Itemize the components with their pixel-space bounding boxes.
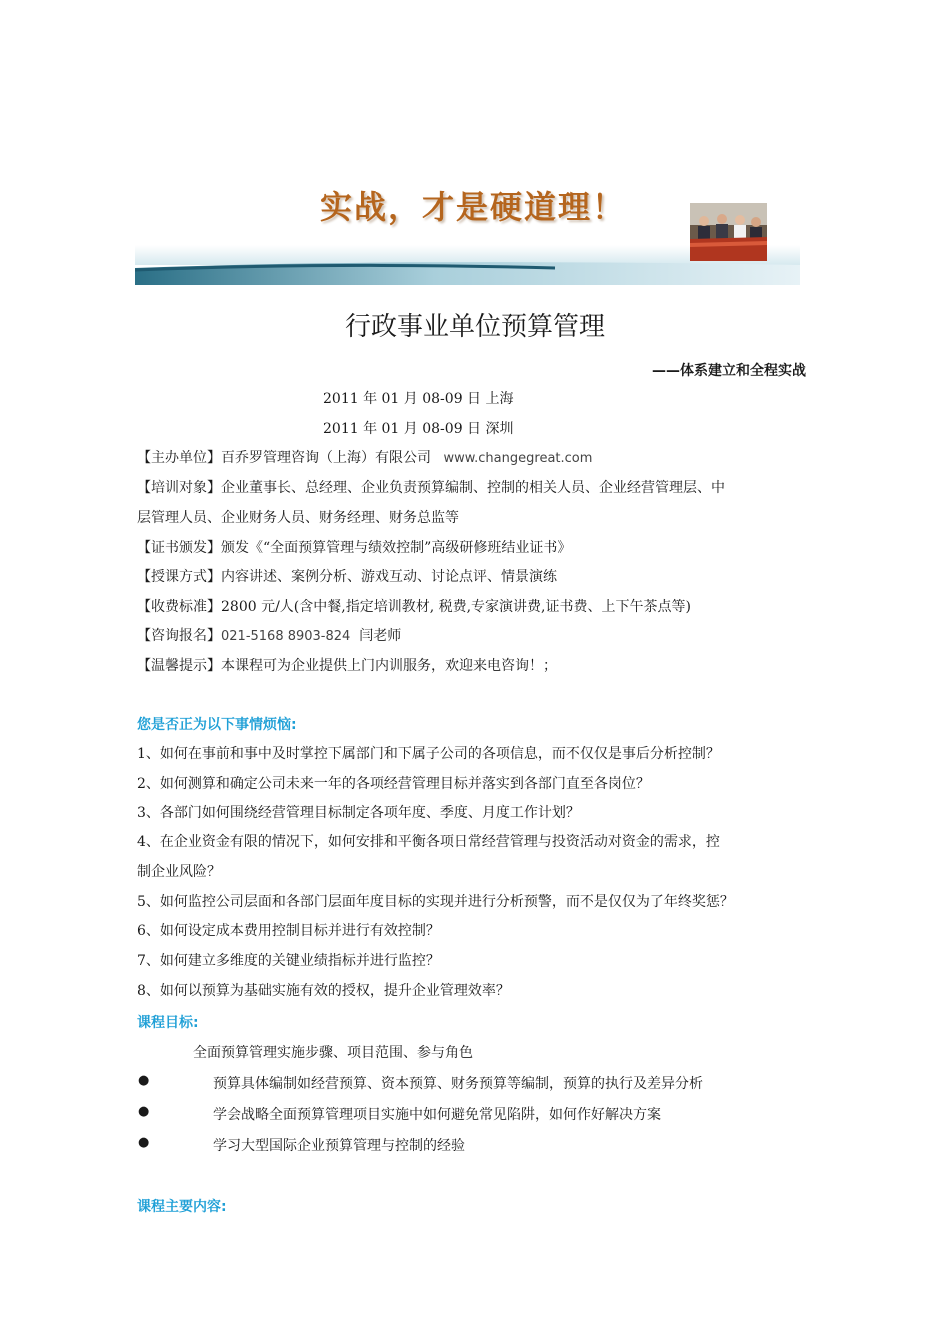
tip-line — [137, 656, 557, 676]
concern-item: 6、如何设定成本费用控制目标并进行有效控制？ — [137, 923, 440, 939]
fee-value: 2800 元/人(含中餐,指定培训教材, 税费,专家演讲费,证书费、上下午茶点等) — [221, 599, 691, 615]
teaching-method-label: 【授课方式】 — [137, 569, 221, 585]
contact-person: 闫老师 — [359, 628, 402, 644]
concern-item: 3、各部门如何围绕经营管理目标制定各项年度、季度、月度工作计划？ — [137, 805, 580, 821]
session-shanghai: 2011 年 01 月 08-09 日 上海 — [323, 391, 514, 407]
concern-item-continued: 制企业风险？ — [137, 864, 221, 880]
objectives-heading: 课程目标: — [137, 1015, 199, 1031]
concern-item: 2、如何测算和确定公司未来一年的各项经营管理目标并落实到各部门直至各岗位？ — [137, 776, 650, 792]
tip-value: 本课程可为企业提供上门内训服务，欢迎来电咨询！； — [221, 658, 557, 674]
objective-item: 预算具体编制如经营预算、资本预算、财务预算等编制，预算的执行及差异分析 — [213, 1076, 703, 1092]
organizer-line — [137, 448, 592, 469]
page-subtitle: ——体系建立和全程实战 — [652, 363, 806, 379]
certificate-line — [137, 538, 571, 558]
website-link[interactable]: www.changegreat.com — [443, 451, 593, 466]
contact-line — [137, 626, 401, 647]
bullet-icon: ● — [138, 1104, 150, 1119]
fee-label: 【收费标准】 — [137, 599, 221, 615]
concern-item: 7、如何建立多维度的关键业绩指标并进行监控？ — [137, 953, 440, 969]
concern-item: 5、如何监控公司层面和各部门层面年度目标的实现并进行分析预警，而不是仅仅为了年终奖惩？ — [137, 894, 734, 910]
teaching-method-value: 内容讲述、案例分析、游戏互动、讨论点评、情景演练 — [221, 569, 557, 585]
teaching-method-line — [137, 567, 557, 587]
objectives-intro: 全面预算管理实施步骤、项目范围、参与角色 — [193, 1045, 473, 1061]
banner-slogan: 实战，才是硬道理！ — [320, 188, 627, 226]
bullet-icon: ● — [138, 1135, 150, 1150]
bullet-icon: ● — [138, 1073, 150, 1088]
page-title: 行政事业单位预算管理 — [344, 312, 605, 342]
content-heading: 课程主要内容: — [137, 1199, 227, 1215]
objective-item: 学习大型国际企业预算管理与控制的经验 — [213, 1138, 465, 1154]
organizer-label: 【主办单位】 — [137, 450, 221, 466]
certificate-label: 【证书颁发】 — [137, 540, 221, 556]
contact-phone[interactable]: 021-5168 8903-824 — [221, 629, 351, 644]
session-shenzhen: 2011 年 01 月 08-09 日 深圳 — [323, 421, 514, 437]
organizer-value: 百乔罗管理咨询（上海）有限公司 — [221, 450, 431, 466]
concern-item: 8、如何以预算为基础实施有效的授权，提升企业管理效率？ — [137, 983, 510, 999]
certificate-value: 颁发《“全面预算管理与绩效控制”高级研修班结业证书》 — [221, 540, 572, 556]
audience-line-continued: 层管理人员、企业财务人员、财务经理、财务总监等 — [137, 510, 459, 526]
audience-label: 【培训对象】 — [137, 480, 221, 496]
meeting-photo — [690, 203, 767, 261]
fee-line — [137, 597, 691, 617]
concern-item: 4、在企业资金有限的情况下，如何安排和平衡各项日常经营管理与投资活动对资金的需求，控 — [137, 834, 720, 850]
audience-value: 企业董事长、总经理、企业负责预算编制、控制的相关人员、企业经营管理层、中 — [221, 480, 725, 496]
concern-item: 1、如何在事前和事中及时掌控下属部门和下属子公司的各项信息，而不仅仅是事后分析控制？ — [137, 746, 720, 762]
contact-label: 【咨询报名】 — [137, 628, 221, 644]
objective-item: 学会战略全面预算管理项目实施中如何避免常见陷阱，如何作好解决方案 — [213, 1107, 661, 1123]
audience-line — [137, 478, 725, 498]
concerns-heading: 您是否正为以下事情烦恼: — [137, 717, 297, 733]
tip-label: 【温馨提示】 — [137, 658, 221, 674]
